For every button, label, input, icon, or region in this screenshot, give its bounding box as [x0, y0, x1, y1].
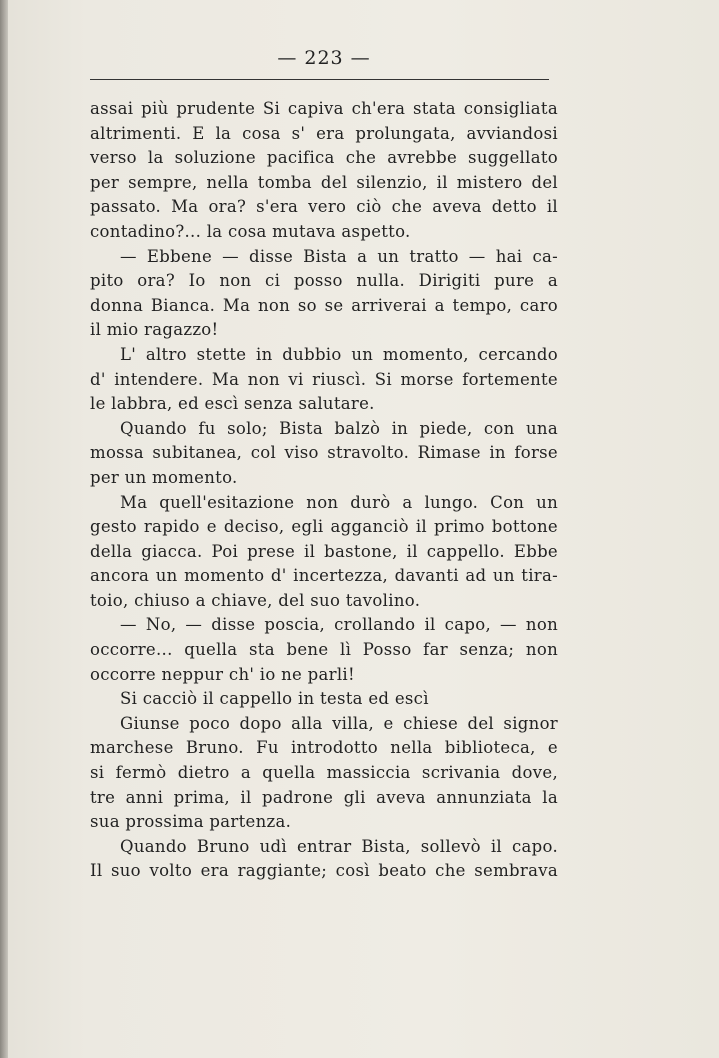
text-line: Quando Bruno udì entrar Bista, sollevò il capo.: [120, 836, 558, 856]
text-line: altrimenti. E la cosa s' era prolungata, avviandosi: [90, 123, 558, 143]
text-line: per un momento.: [90, 467, 238, 487]
text-line: assai più prudente Si capiva ch'era stata consigliata: [90, 99, 558, 118]
text-line: le labbra, ed escì senza salutare.: [90, 394, 375, 414]
text-line: Giunse poco dopo alla villa, e chiese del signor: [120, 713, 558, 733]
text-line: toio, chiuso a chiave, del suo tavolino.: [90, 590, 421, 610]
text-line: tre anni prima, il padrone gli aveva annunziata la: [90, 787, 558, 807]
text-line: marchese Bruno. Fu introdotto nella biblioteca, e: [90, 738, 558, 758]
text-line: contadino?... la cosa mutava aspetto.: [90, 221, 411, 241]
body-text: [90, 97, 558, 884]
text-line: Ma quell'esitazione non durò a lungo. Con un: [120, 492, 558, 512]
text-line: il mio ragazzo!: [90, 320, 219, 340]
text-line: — No, — disse poscia, crollando il capo, — non: [120, 615, 558, 635]
text-line: della giacca. Poi prese il bastone, il cappello. Ebbe: [90, 541, 558, 561]
text-line: d' intendere. Ma non vi riuscì. Si morse fortemente: [90, 369, 558, 389]
text-line: si fermò dietro a quella massiccia scrivania dove,: [90, 763, 558, 783]
text-line: L' altro stette in dubbio un momento, cercando: [120, 344, 558, 364]
text-line: sua prossima partenza.: [90, 812, 292, 832]
text-line: Si cacciò il cappello in testa ed escì: [120, 689, 429, 709]
text-line: gesto rapido e deciso, egli agganciò il primo bottone: [90, 517, 558, 537]
header-rule: [90, 79, 549, 80]
text-line: per sempre, nella tomba del silenzio, il mistero del: [90, 172, 558, 192]
text-line: verso la soluzione pacifica che avrebbe suggellato: [90, 148, 558, 168]
text-line: passato. Ma ora? s'era vero ciò che aveva detto il: [90, 197, 558, 217]
text-line: Il suo volto era raggiante; così beato che sembrava: [90, 861, 558, 881]
text-line: pito ora? Io non ci posso nulla. Dirigiti pure a: [90, 271, 558, 291]
text-line: donna Bianca. Ma non so se arriverai a tempo, caro: [90, 295, 558, 315]
text-line: ancora un momento d' incertezza, davanti ad un tira-: [90, 566, 558, 586]
page-binding-edge: [0, 0, 8, 1058]
text-line: Quando fu solo; Bista balzò in piede, con una: [120, 418, 558, 438]
text-line: — Ebbene — disse Bista a un tratto — hai ca-: [120, 246, 558, 266]
text-line: occorre neppur ch' io ne parli!: [90, 664, 355, 684]
text-line: mossa subitanea, col viso stravolto. Rimase in forse: [90, 443, 558, 463]
text-line: occorre... quella sta bene lì Posso far senza; non: [90, 640, 558, 660]
page-number: — 223 —: [277, 47, 371, 69]
